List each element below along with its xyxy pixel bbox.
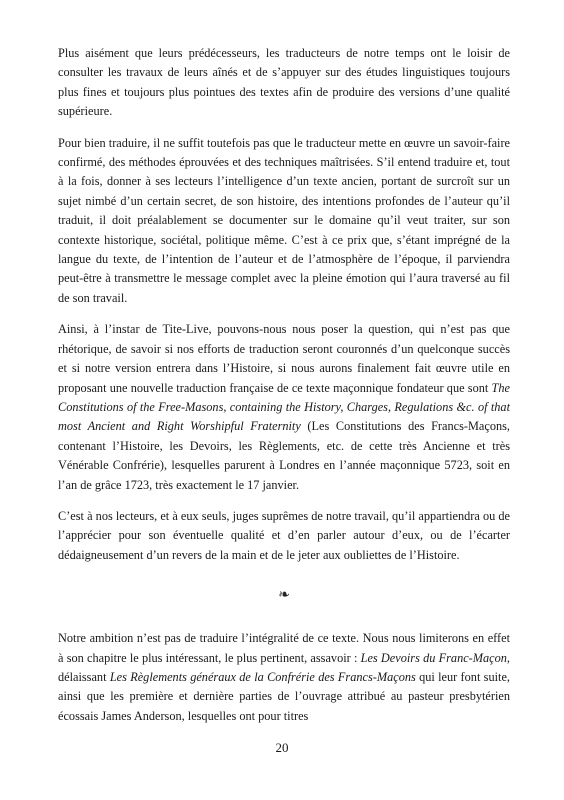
paragraph-5-text-c: qui leur font suite, ainsi que les première et dernière parties de l’ouvrage attribué au pasteur presbytérien écossais James Anderson, lesquelles ont pour titres	[58, 669, 510, 723]
paragraph-2: Pour bien traduire, il ne suffit toutefois pas que le traducteur mette en œuvre un savoir-faire confirmé, des méthodes éprouvées et des techniques maîtrisées. S’il entend traduire et, tout à la fois, donner à ses lecteurs l’intelligence d’un texte ancien, portant de surcroît sur un sujet nimbé d’un certain secret, de son histoire, des intentions profondes de l’auteur qu’il traduit, il doit préalablement se documenter sur le domaine qu’il veut traiter, sur son contexte historique, sociétal, politique même. C’est à ce prix que, s’étant imprégné de la langue du texte, de l’intention de l’auteur et de l’atmosphère de l’époque, il parviendra peut-être à transmettre le message complet avec la pleine émotion qui l’aura traversé au fil de son travail.	[58, 135, 510, 305]
paragraph-3	[58, 320, 510, 495]
paragraph-3-text-b: (Les Constitutions des Francs-Maçons, contenant l’Histoire, les Devoirs, les Règlements, etc. de cette très Ancienne et très Vénérable Confrérie), lesquelles parurent à Londres en l’année maçonnique 5723, soit en l’an de grâce 1723, très exactement le 17 janvier.	[58, 419, 510, 492]
paragraph-5-text-b: , délaissant	[58, 650, 510, 684]
page-body	[58, 44, 510, 738]
paragraph-5-text-a: Notre ambition n’est pas de traduire l’intégralité de ce texte. Nous nous limiterons en effet à son chapitre le plus intéressant, le plus pertinent, assavoir :	[58, 631, 510, 665]
paragraph-5	[58, 629, 510, 726]
devoirs-title: Les Devoirs du Franc-Maçon	[360, 650, 507, 665]
constitutions-title: The Constitutions of the Free-Masons, containing the History, Charges, Regulations &c. of that most Ancient and Right Worshipful Fraternity	[58, 380, 510, 434]
fleuron-ornament-icon: ❧	[278, 587, 290, 604]
page-number: 20	[275, 740, 289, 755]
reglements-title: Les Règlements généraux de la Confrérie des Francs-Maçons	[109, 669, 416, 684]
paragraph-1: Plus aisément que leurs prédécesseurs, les traducteurs de notre temps ont le loisir de consulter les travaux de leurs aînés et de s’appuyer sur des études linguistiques toujours plus fines et toujours plus pointues des textes afin de produire des versions d’une qualité supérieure.	[58, 46, 510, 119]
paragraph-4: C’est à nos lecteurs, et à eux seuls, juges suprêmes de notre travail, qu’il appartiendra ou de l’apprécier pour son éventuelle qualité et d’en parler autour d’eux, ou de l’écarter dédaigneusement d’un revers de la main et de le jeter aux oubliettes de l’Histoire.	[58, 508, 510, 562]
paragraph-3-text-a: Ainsi, à l’instar de Tite-Live, pouvons-nous nous poser la question, qui n’est pas que rhétorique, de savoir si nos efforts de traduction seront couronnés d’un quelconque succès et si notre version entrera dans l’Histoire, si nous aurons finalement fait œuvre utile en proposant une nouvelle traduction française de ce texte maçonnique fondateur que sont	[58, 322, 510, 395]
